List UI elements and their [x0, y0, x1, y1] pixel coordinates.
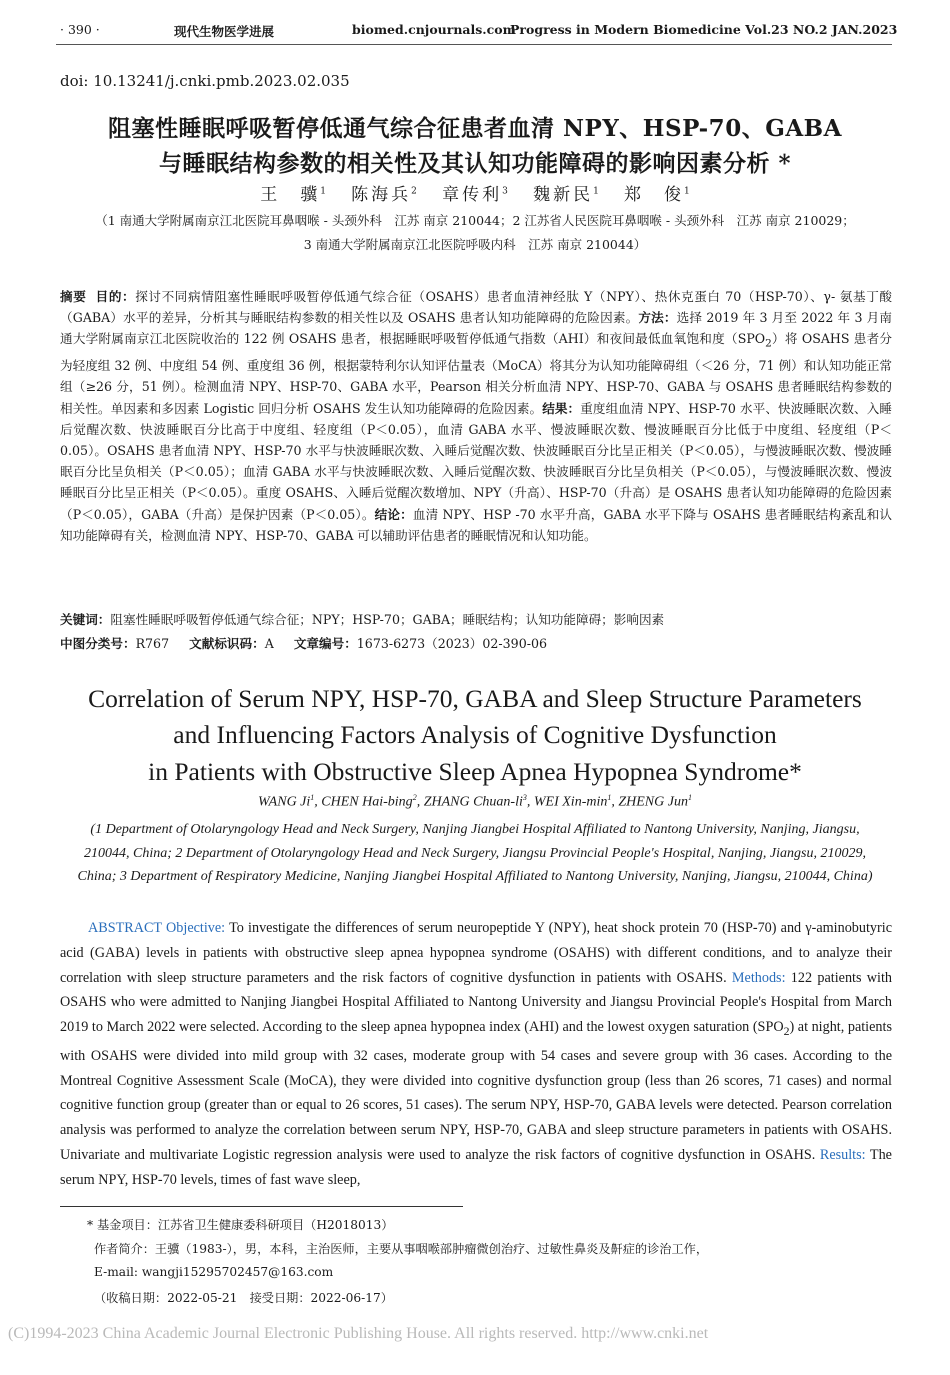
journal-name-en: Progress in Modern Biomedicine Vol.23 NO.2 JAN.2023 [510, 22, 898, 37]
keywords-text: 阻塞性睡眠呼吸暂停低通气综合征；NPY；HSP-70；GABA；睡眠结构；认知功能障碍；影响因素 [110, 612, 665, 627]
methods-en-cont: ) at night, patients with OSAHS were divided into mild group with 32 cases, moderate group with 54 cases and severe group with 36 cases. According to the Montreal Cognitive Assessment Scale (MoCA), they were divided into cognitive dysfunction group (less than 26 scores, 71 cases) and normal cognitive function group (greater than or equal to 26 scores, 51 cases). The serum NPY, HSP-70, GABA levels were detected. Pearson correlation analysis was performed to analyze the correlation between serum NPY, HSP-70, GABA and sleep structure parameters in patients with OSAHS. Univariate and multivariate Logistic regression analysis were used to analyze the risk factors of cognitive dysfunction in OSAHS. [60, 1019, 892, 1163]
affiliation-en: (1 Department of Otolaryngology Head and Neck Surgery, Nanjing Jiangbei Hospital Affiliated to Nantong University, Nanjing, Jiangsu, 210044, China; 2 Department of Otolaryngology Head and Neck Surgery, Jiangsu Provincial People's Hospital, Nanjing, Jiangsu, 210029, China; 3 Department of Respiratory Medicine, Nanjing Jiangbei Hospital Affiliated to Nantong University, Nanjing, Jiangsu, 210044, China) [77, 822, 873, 884]
title-en-line-1: Correlation of Serum NPY, HSP-70, GABA and Sleep Structure Parameters [88, 684, 862, 713]
journal-name-cn: 现代生物医学进展 [174, 24, 275, 39]
header-rule [56, 44, 892, 45]
abstract-cn-label: 摘要 [60, 289, 87, 304]
title-cn-line-2: 与睡眠结构参数的相关性及其认知功能障碍的影响因素分析 * [158, 150, 792, 177]
footnote-author: 作者简介：王骥（1983-），男，本科，主治医师，主要从事咽喉部肿瘤微创治疗、过敏性鼻炎及鼾症的诊治工作， [94, 1242, 709, 1256]
keywords [60, 610, 892, 630]
methods-en-label: Methods: [731, 969, 786, 986]
title-en-line-3: in Patients with Obstructive Sleep Apnea Hypopnea Syndrome* [148, 757, 802, 786]
doi: doi: 10.13241/j.cnki.pmb.2023.02.035 [60, 72, 350, 90]
results-cn: 重度组血清 NPY、HSP-70 水平、快波睡眠次数、入睡后觉醒次数、快波睡眠百分比高于中度组、轻度组（P＜0.05），血清 GABA 水平、慢波睡眠次数、慢波睡眠百分比低于中度组、轻度组（P＜0.05）。OSAHS 患者血清 NPY、HSP-70 水平与快波睡眠次数、入睡后觉醒次数、快波睡眠百分比呈正相关（P＜0.05），与慢波睡眠次数、慢波睡眠百分比呈负相关（P＜0.05）；血清 GABA 水平与快波睡眠次数、入睡后觉醒次数、快波睡眠百分比呈负相关（P＜0.05），与慢波睡眠次数、慢波睡眠百分比呈正相关（P＜0.05）。重度 OSAHS、入睡后觉醒次数增加、NPY（升高）、HSP-70（升高）是 OSAHS 患者认知功能障碍的危险因素（P＜0.05），GABA（升高）是保护因素（P＜0.05）。 [60, 400, 893, 522]
title-cn-line-1: 阻塞性睡眠呼吸暂停低通气综合征患者血清 NPY、HSP-70、GABA [108, 115, 842, 142]
page-number: · 390 · [60, 22, 100, 37]
methods-en: 122 patients with OSAHS who were admitted to Nanjing Jiangbei Hospital Affiliated to Nantong University and Jiangsu Provincial People's Hospital from March 2019 to March 2022 were selected. According to the sleep apnea hypopnea index (AHI) and the lowest oxygen saturation (SPO [60, 969, 893, 1036]
copyright-watermark: (C)1994-2023 China Academic Journal Electronic Publishing House. All rights reserved. http://www.cnki.net [8, 1325, 709, 1342]
article-number: 1673-6273（2023）02-390-06 [356, 636, 547, 651]
affiliation-cn-line-2: 3 南通大学附属南京江北医院呼吸内科 江苏 南京 210044） [303, 237, 647, 252]
authors-cn: 王 骥$^1$ 陈海兵$^2$ 章传利$^3$ 魏新民$^1$ 郑 俊$^1$ [260, 185, 690, 205]
methods-cn-cont: ）将 OSAHS 患者分为轻度组 32 例、中度组 54 例、重度组 36 例，根据蒙特利尔认知评估量表（MoCA）将其分为认知功能障碍组（＜26 分，71 例）和认知功能正常组（≥26 分，51 例）。检测血清 NPY、HSP-70、GABA 水平，Pearson 相关分析血清 NPY、HSP-70、GABA 与 OSAHS 患者睡眠结构参数的相关性。单因素和多因素 Logistic 回归分析 OSAHS 发生认知功能障碍的危险因素。 [60, 331, 892, 416]
journal-site: biomed.cnjournals.com [352, 22, 516, 37]
keywords-label: 关键词： [60, 612, 111, 627]
clc-number: R767 [135, 636, 170, 651]
document-code: A [264, 636, 274, 651]
affiliation-cn-line-1: （1 南通大学附属南京江北医院耳鼻咽喉 - 头颈外科 江苏 南京 210044；2 江苏省人民医院耳鼻咽喉 - 头颈外科 江苏 南京 210029； [95, 213, 855, 228]
objective-en-label: ABSTRACT Objective: [88, 920, 226, 936]
title-en-line-2: and Influencing Factors Analysis of Cognitive Dysfunction [173, 720, 777, 749]
author-cn: 章传利 [442, 185, 503, 205]
methods-cn: 选择 2019 年 3 月至 2022 年 3 月南通大学附属南京江北医院收治的 122 例 OSAHS 患者，根据睡眠呼吸暂停低通气指数（AHI）和夜间最低血氧饱和度（SPO [60, 310, 893, 347]
conclusion-cn-label: 结论： [374, 506, 413, 522]
author-cn: 魏新民 [533, 185, 594, 205]
objective-cn-label: 目的： [95, 289, 136, 304]
footnote-fund: * 基金项目：江苏省卫生健康委科研项目（H2018013） [87, 1218, 394, 1232]
footnote-rule [60, 1206, 463, 1207]
running-header [60, 22, 898, 44]
objective-en: To investigate the differences of serum neuropeptide Y (NPY), heat shock protein 70 (HSP-70) and γ-aminobutyric acid (GABA) levels in patients with obstructive sleep apnea hypopnea syndrome (OSAHS) with different conditions, and to analyze their correlation with sleep structure parameters and the risk factors of cognitive dysfunction in patients with OSAHS. [60, 920, 892, 986]
author-cn: 陈海兵 [351, 185, 412, 205]
conclusion-cn: 血清 NPY、HSP -70 水平升高，GABA 水平下降与 OSAHS 患者睡眠结构紊乱和认知功能障碍有关，检测血清 NPY、HSP-70、GABA 可以辅助评估患者的睡眠情况和认知功能。 [60, 506, 892, 543]
footnote-email: E-mail: wangji15295702457@163.com [94, 1265, 334, 1279]
author-cn: 王 骥 [260, 185, 321, 205]
methods-cn-label: 方法： [638, 310, 677, 326]
footnote-dates: （收稿日期：2022-05-21 接受日期：2022-06-17） [94, 1291, 393, 1305]
results-en: The serum NPY, HSP-70 levels, times of fast wave sleep, [60, 1147, 892, 1188]
objective-cn: 探讨不同病情阻塞性睡眠呼吸暂停低通气综合征（OSAHS）患者血清神经肽 Y（NPY）、热休克蛋白 70（HSP-70）、γ- 氨基丁酸（GABA）水平的差异，分析其与睡眠结构参数的相关性以及 OSAHS 患者认知功能障碍的危险因素。 [60, 289, 893, 326]
classification: 中图分类号：R767 文献标识码：A 文章编号：1673-6273（2023）02-390-06 [60, 636, 547, 651]
results-cn-label: 结果： [542, 400, 581, 416]
results-en-label: Results: [819, 1147, 866, 1163]
author-cn: 郑 俊 [624, 185, 685, 205]
abstract-cn: 摘要 目的：探讨不同病情阻塞性睡眠呼吸暂停低通气综合征（OSAHS）患者血清神经肽 Y（NPY）、热休克蛋白 70（HSP-70）、γ- 氨基丁酸（GABA）水平的差异，分析其与睡眠结构参数的相关性以及 OSAHS 患者认知功能障碍的危险因素。方法：选择 2019 年 3 月至 2022 年 3 月南通大学附属南京江北医院收治的 122 例 OSAHS 患者，根据睡眠呼吸暂停低通气指数（AHI）和夜间最低血氧饱和度$(SPO_2)$将 OSAHS 患者分为轻度组 32 例、中度组 54 例、重度组 36 例，根据蒙特利尔认知评估量表（MoCA）将其分为认知功能障碍组（＜26 分，71 例）和认知功能正常组（≥26 分，51 例）。检测血清 NPY、HSP-70、GABA 水平，Pearson 相关分析血清 NPY、HSP-70、GABA 与 OSAHS 患者睡眠结构参数的相关性。单因素和多因素 Logistic 回归分析 OSAHS 发生认知功能障碍的危险因素。结果：重度组血清 NPY、HSP-70 水平、快波睡眠次数、入睡后觉醒次数、快波睡眠百分比高于中度组、轻度组（P＜0.05），血清 GABA 水平、慢波睡眠次数、慢波睡眠百分比低于中度组、轻度组（P＜0.05）。OSAHS 患者血清 NPY、HSP-70 水平与快波睡眠次数、入睡后觉醒次数、快波睡眠百分比呈正相关（P＜0.05），与慢波睡眠次数、慢波睡眠百分比呈负相关（P＜0.05）；血清 GABA 水平与快波睡眠次数、入睡后觉醒次数、快波睡眠百分比呈负相关（P＜0.05），与慢波睡眠次数、慢波睡眠百分比呈正相关（P＜0.05）。重度 OSAHS、入睡后觉醒次数增加、NPY（升高）、HSP-70（升高）是 OSAHS 患者认知功能障碍的危险因素（P＜0.05），GABA（升高）是保护因素（P＜0.05）。结论：血清 NPY、HSP -70 水平升高，GABA 水平下降与 OSAHS 患者睡眠结构紊乱和认知功能障碍有关，检测血清 NPY、HSP-70、GABA 可以辅助评估患者的睡眠情况和认知功能。 [60, 289, 893, 543]
abstract-en: ABSTRACT Objective: To investigate the differences of serum neuropeptide Y (NPY), heat shock protein 70 (HSP-70) and γ-aminobutyric acid (GABA) levels in patients with obstructive sleep apnea hypopnea syndrome (OSAHS) with different conditions, and to analyze their correlation with sleep structure parameters and the risk factors of cognitive dysfunction in patients with OSAHS. Methods: 122 patients with OSAHS who were admitted to Nanjing Jiangbei Hospital Affiliated to Nantong University and Jiangsu Provincial People's Hospital from March 2019 to March 2022 were selected. According to the sleep apnea hypopnea index (AHI) and the lowest oxygen saturation $(SPO_2)$ at night, patients with OSAHS were divided into mild group with 32 cases, moderate group with 54 cases and severe group with 36 cases. According to the Montreal Cognitive Assessment Scale (MoCA), they were divided into cognitive dysfunction group (less than 26 scores, 71 cases) and normal cognitive function group (greater than or equal to 26 scores, 51 cases). The serum NPY, HSP-70, GABA levels were detected. Pearson correlation analysis was performed to analyze the correlation between serum NPY, HSP-70, GABA and sleep structure parameters in patients with OSAHS. Univariate and multivariate Logistic regression analysis were used to analyze the risk factors of cognitive dysfunction in OSAHS. Results: The serum NPY, HSP-70 levels, times of fast wave sleep, [60, 920, 893, 1188]
authors-en: WANG Ji$^1$, CHEN Hai-bing$^2$, ZHANG Chuan-$li^3$, WEI Xin-$\min^1$, ZHENG Jun$^1$ [258, 793, 692, 810]
